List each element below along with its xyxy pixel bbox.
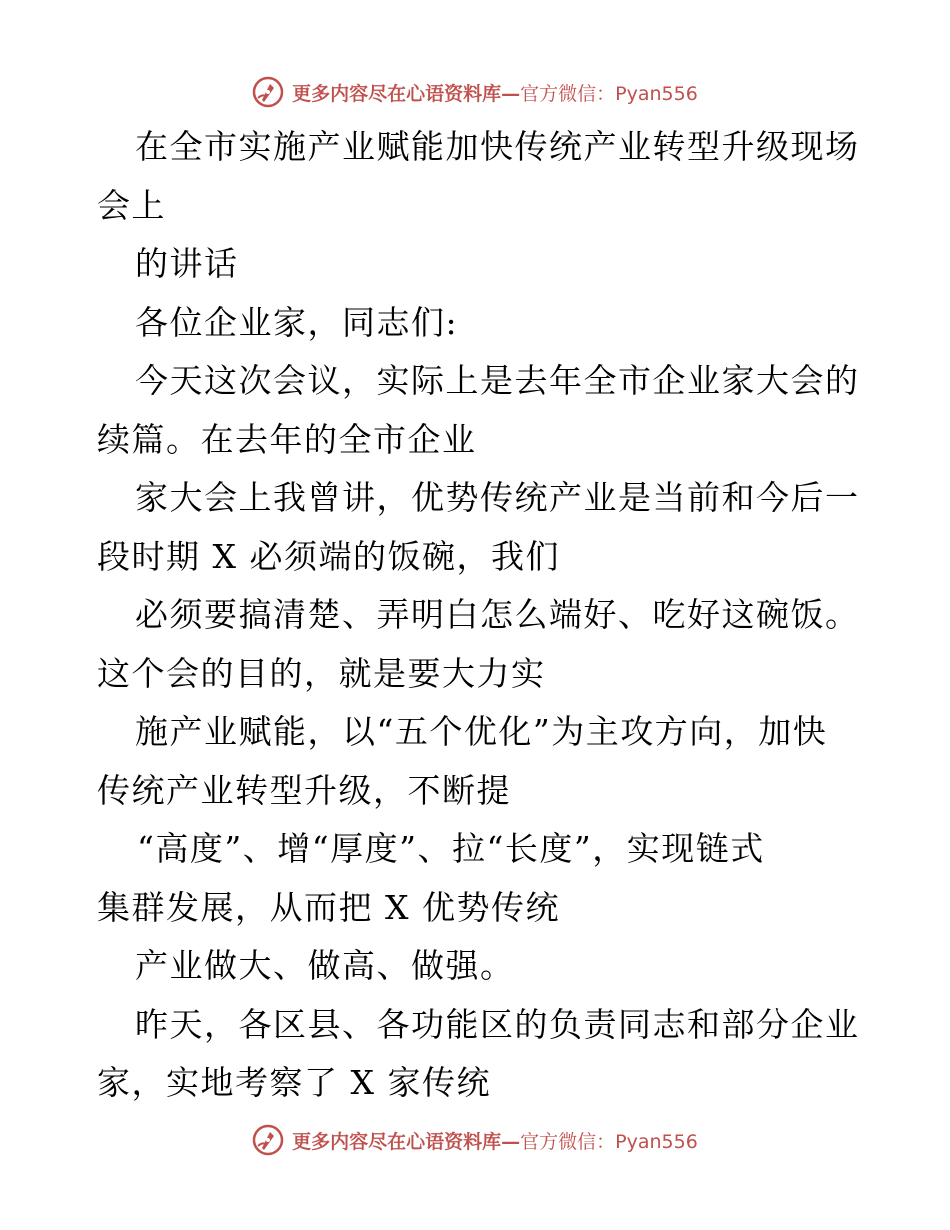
footer-banner-text: 更多内容尽在心语资料库—官方微信：Pyan556	[292, 1130, 698, 1153]
paragraph-line: 传统产业转型升级，不断提	[97, 770, 511, 810]
paragraph-line: 昨天，各区县、各功能区的负责同志和部分企业	[135, 1004, 860, 1044]
paragraph-line: 续篇。在去年的全市企业	[97, 419, 477, 459]
document-body	[97, 118, 860, 1113]
paragraph-line: 必须要搞清楚、弄明白怎么端好、吃好这碗饭。	[135, 595, 860, 634]
title-line-3: 的讲话	[135, 244, 239, 283]
paragraph-line: 家大会上我曾讲，优势传统产业是当前和今后一	[135, 478, 860, 517]
fountain-pen-nib-icon	[252, 76, 284, 108]
title-line-1: 在全市实施产业赋能加快传统产业转型升级现场	[135, 127, 860, 166]
header-banner-text: 更多内容尽在心语资料库—官方微信：Pyan556	[292, 82, 698, 105]
title-line-2: 会上	[97, 185, 166, 225]
paragraph-line: 这个会的目的，就是要大力实	[97, 653, 546, 693]
paragraph-line: 今天这次会议，实际上是去年全市企业家大会的	[135, 361, 860, 400]
paragraph-line: “高度”、增“厚度”、拉“长度”，实现链式	[137, 829, 765, 868]
paragraph-line: 集群发展，从而把 X 优势传统	[97, 887, 560, 927]
header-banner	[0, 72, 950, 112]
paragraph-line: 施产业赋能，以“五个优化”为主攻方向，加快	[135, 712, 828, 751]
paragraph-line: 段时期 X 必须端的饭碗，我们	[97, 536, 560, 576]
fountain-pen-nib-icon	[252, 1124, 284, 1156]
paragraph-line: 家，实地考察了 X 家传统	[97, 1063, 491, 1102]
paragraph-line: 产业做大、做高、做强。	[135, 946, 515, 985]
footer-banner	[0, 1120, 950, 1160]
salutation: 各位企业家，同志们:	[135, 302, 459, 342]
